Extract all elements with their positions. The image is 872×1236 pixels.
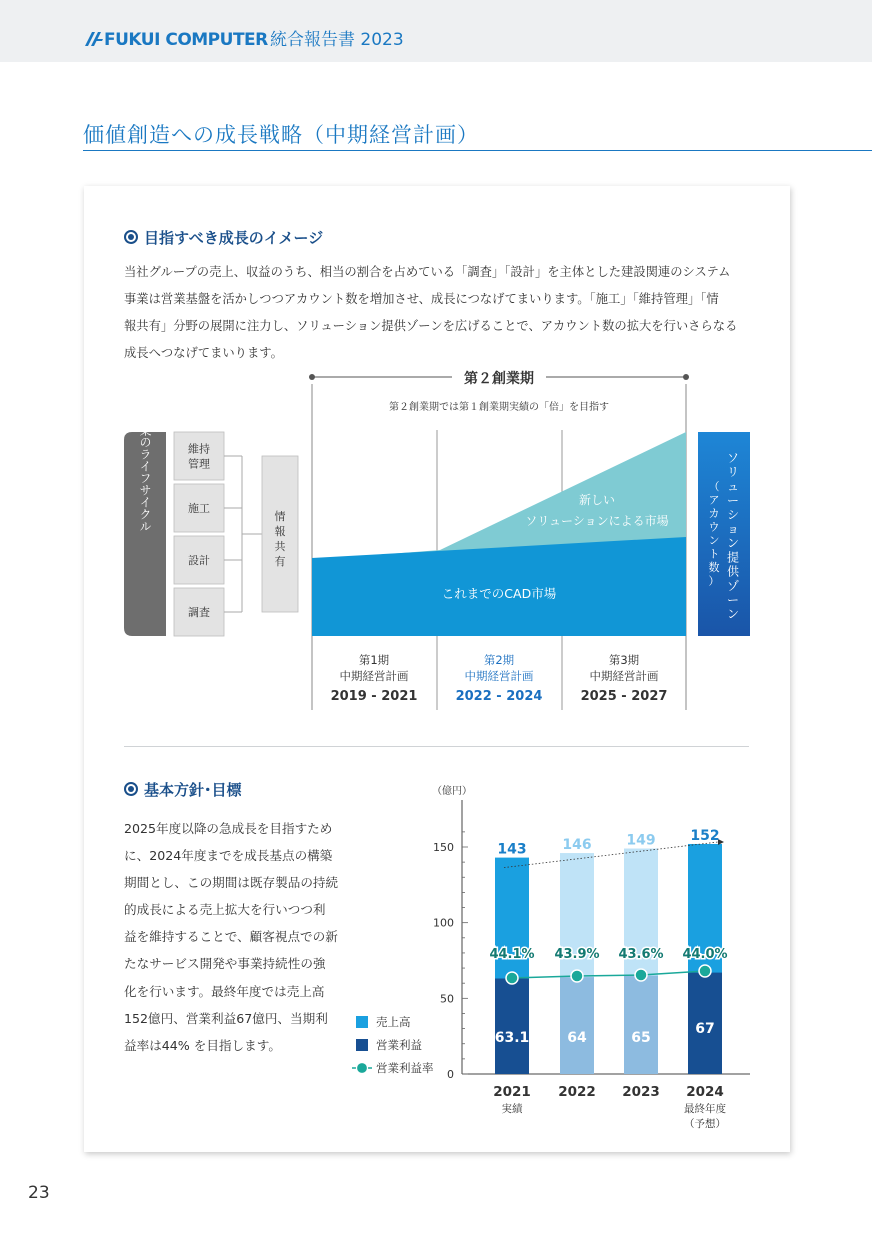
info-share-char: 報 xyxy=(274,525,286,538)
sales-value-label: 149 xyxy=(626,832,656,849)
period-title: 第２創業期 xyxy=(464,371,534,387)
plan-years: 2025 - 2027 xyxy=(580,689,668,704)
plan-term: 第1期 xyxy=(358,653,390,667)
rate-value-label: 44.1% xyxy=(489,947,535,962)
rate-value-label: 44.0% xyxy=(682,947,728,962)
solution-zone-char: ー xyxy=(726,493,740,508)
policy-paragraph-line: 的成長による売上拡大を行いつつ利 xyxy=(124,902,326,918)
growth-paragraph-line: 成長へつなげてまいります。 xyxy=(124,346,283,360)
new-market-label: 新しい xyxy=(578,493,616,507)
cad-market-label: これまでのCAD市場 xyxy=(441,586,557,601)
growth-paragraph-line: 報共有」分野の展開に注力し、ソリューション提供ゾーンを広げることで、アカウント数の拡大を行いさらなる xyxy=(124,319,738,333)
period-note: 第２創業期では第１創業期実績の「倍」を目指す xyxy=(389,402,609,413)
info-share-char: 情 xyxy=(274,510,286,523)
solution-zone-sub-char: ウ xyxy=(708,520,720,534)
legend-label: 営業利益率 xyxy=(376,1061,434,1075)
legend-swatch-sales xyxy=(356,1016,368,1028)
rate-point xyxy=(506,972,518,984)
sales-trend-line xyxy=(504,842,718,868)
policy-heading: 基本方針･目標 xyxy=(124,780,242,800)
solution-zone-char: リ xyxy=(726,465,740,480)
profit-bar xyxy=(624,976,658,1074)
plan-years: 2022 - 2024 xyxy=(455,689,543,704)
growth-heading: 目指すべき成長のイメージ xyxy=(124,228,323,248)
x-tick-label: 2022 xyxy=(558,1084,596,1100)
growth-paragraph-line: 当社グループの売上、収益のうち、相当の割合を占めている「調査」「設計」を主体とした建設関連のシステム xyxy=(124,265,731,279)
policy-paragraph-line: 益率は44% を目指します。 xyxy=(124,1037,281,1053)
policy-paragraph-line: 期間とし、この期間は既存製品の持続 xyxy=(124,875,339,891)
solution-zone-sub-char: ト xyxy=(708,547,720,561)
solution-zone-char: ン xyxy=(726,536,740,551)
plan-term: 第2期 xyxy=(483,653,515,667)
y-tick-label: 100 xyxy=(433,916,454,930)
stage-label: 設計 xyxy=(188,554,210,567)
stage-label: 施工 xyxy=(188,502,210,515)
solution-zone-sub-char: ン xyxy=(708,534,720,547)
solution-zone-char: ン xyxy=(726,607,740,622)
stage-label: 管理 xyxy=(188,457,210,471)
report-title: 統合報告書 2023 xyxy=(270,30,404,50)
x-tick-sublabel: （予想） xyxy=(684,1118,726,1130)
profit-value-label: 63.1 xyxy=(494,1030,530,1046)
sales-value-label: 143 xyxy=(497,841,527,858)
solution-zone-sub-char: 数 xyxy=(708,561,720,574)
legend-swatch-profit xyxy=(356,1039,368,1051)
solution-zone-char: ュ xyxy=(726,479,740,494)
profit-bar xyxy=(560,977,594,1074)
profit-bar xyxy=(495,979,529,1074)
rate-value-label: 43.9% xyxy=(554,947,600,962)
profit-value-label: 64 xyxy=(567,1030,587,1046)
rate-point xyxy=(571,970,583,982)
growth-paragraph-line: 事業は営業基盤を活かしつつアカウント数を増加させ、成長につなげてまいります。「施工」「維持管理」「情 xyxy=(124,292,719,306)
policy-paragraph-line: 益を維持することで、顧客視点での新 xyxy=(124,929,338,945)
y-tick-label: 150 xyxy=(433,841,454,854)
plan-name: 中期経営計画 xyxy=(464,669,534,683)
solution-zone-sub-char: （ xyxy=(708,480,720,493)
solution-zone-sub-char: ア xyxy=(708,493,720,507)
stage-label: 維持 xyxy=(188,442,210,456)
sales-value-label: 152 xyxy=(690,827,720,844)
x-tick-label: 2023 xyxy=(622,1084,660,1100)
profit-value-label: 67 xyxy=(695,1021,715,1037)
stage-label: 調査 xyxy=(188,606,210,619)
x-tick-label: 2021 xyxy=(493,1084,531,1100)
policy-paragraph-line: 化を行います。最終年度では売上高 xyxy=(124,983,325,999)
lifecycle-label: 建設業のライフサイクル xyxy=(138,400,152,532)
plan-name: 中期経営計画 xyxy=(589,669,659,683)
solution-zone-sub-char: ） xyxy=(708,574,720,588)
plan-years: 2019 - 2021 xyxy=(330,689,418,704)
profit-value-label: 65 xyxy=(631,1030,651,1046)
legend-label: 売上高 xyxy=(376,1015,411,1029)
rate-line xyxy=(512,971,705,978)
info-share-char: 共 xyxy=(274,540,286,553)
solution-zone-char: ョ xyxy=(726,522,740,536)
solution-zone-char: 供 xyxy=(726,564,740,579)
solution-zone-char: ソ xyxy=(726,451,740,465)
y-tick-label: 50 xyxy=(440,992,454,1006)
legend-swatch-rate-dot xyxy=(357,1063,368,1074)
rate-point xyxy=(635,969,647,981)
x-tick-sublabel: 実績 xyxy=(501,1103,523,1115)
plan-name: 中期経営計画 xyxy=(339,669,409,683)
section-title: 価値創造への成長戦略（中期経営計画） xyxy=(83,123,479,147)
y-axis-unit: （億円） xyxy=(432,786,472,797)
y-tick-label: 0 xyxy=(447,1068,454,1081)
solution-zone-char: ー xyxy=(726,593,740,607)
policy-paragraph-line: 2025年度以降の急成長を目指すため xyxy=(124,821,333,836)
policy-paragraph-line: に、2024年度までを成長基点の構築 xyxy=(124,848,333,864)
solution-zone-sub-char: カ xyxy=(708,507,720,520)
company-logo: FUKUI COMPUTER xyxy=(104,30,268,50)
solution-zone-char: 提 xyxy=(726,550,740,565)
policy-paragraph-line: 152億円、営業利益67億円、当期利 xyxy=(124,1010,328,1026)
info-share-char: 有 xyxy=(274,555,286,568)
solution-zone-char: ゾ xyxy=(726,578,740,593)
rate-value-label: 43.6% xyxy=(618,947,664,962)
x-tick-sublabel: 最終年度 xyxy=(684,1103,726,1115)
plan-term: 第3期 xyxy=(608,653,640,667)
x-tick-label: 2024 xyxy=(686,1084,724,1100)
policy-paragraph-line: たなサービス開発や事業持続性の強 xyxy=(124,956,326,972)
solution-zone-char: シ xyxy=(726,507,740,522)
sales-value-label: 146 xyxy=(562,837,592,854)
new-market-label: ソリューションによる市場 xyxy=(525,514,669,528)
page-number: 23 xyxy=(28,1183,50,1203)
legend-label: 営業利益 xyxy=(376,1038,422,1052)
rate-point xyxy=(699,965,711,977)
